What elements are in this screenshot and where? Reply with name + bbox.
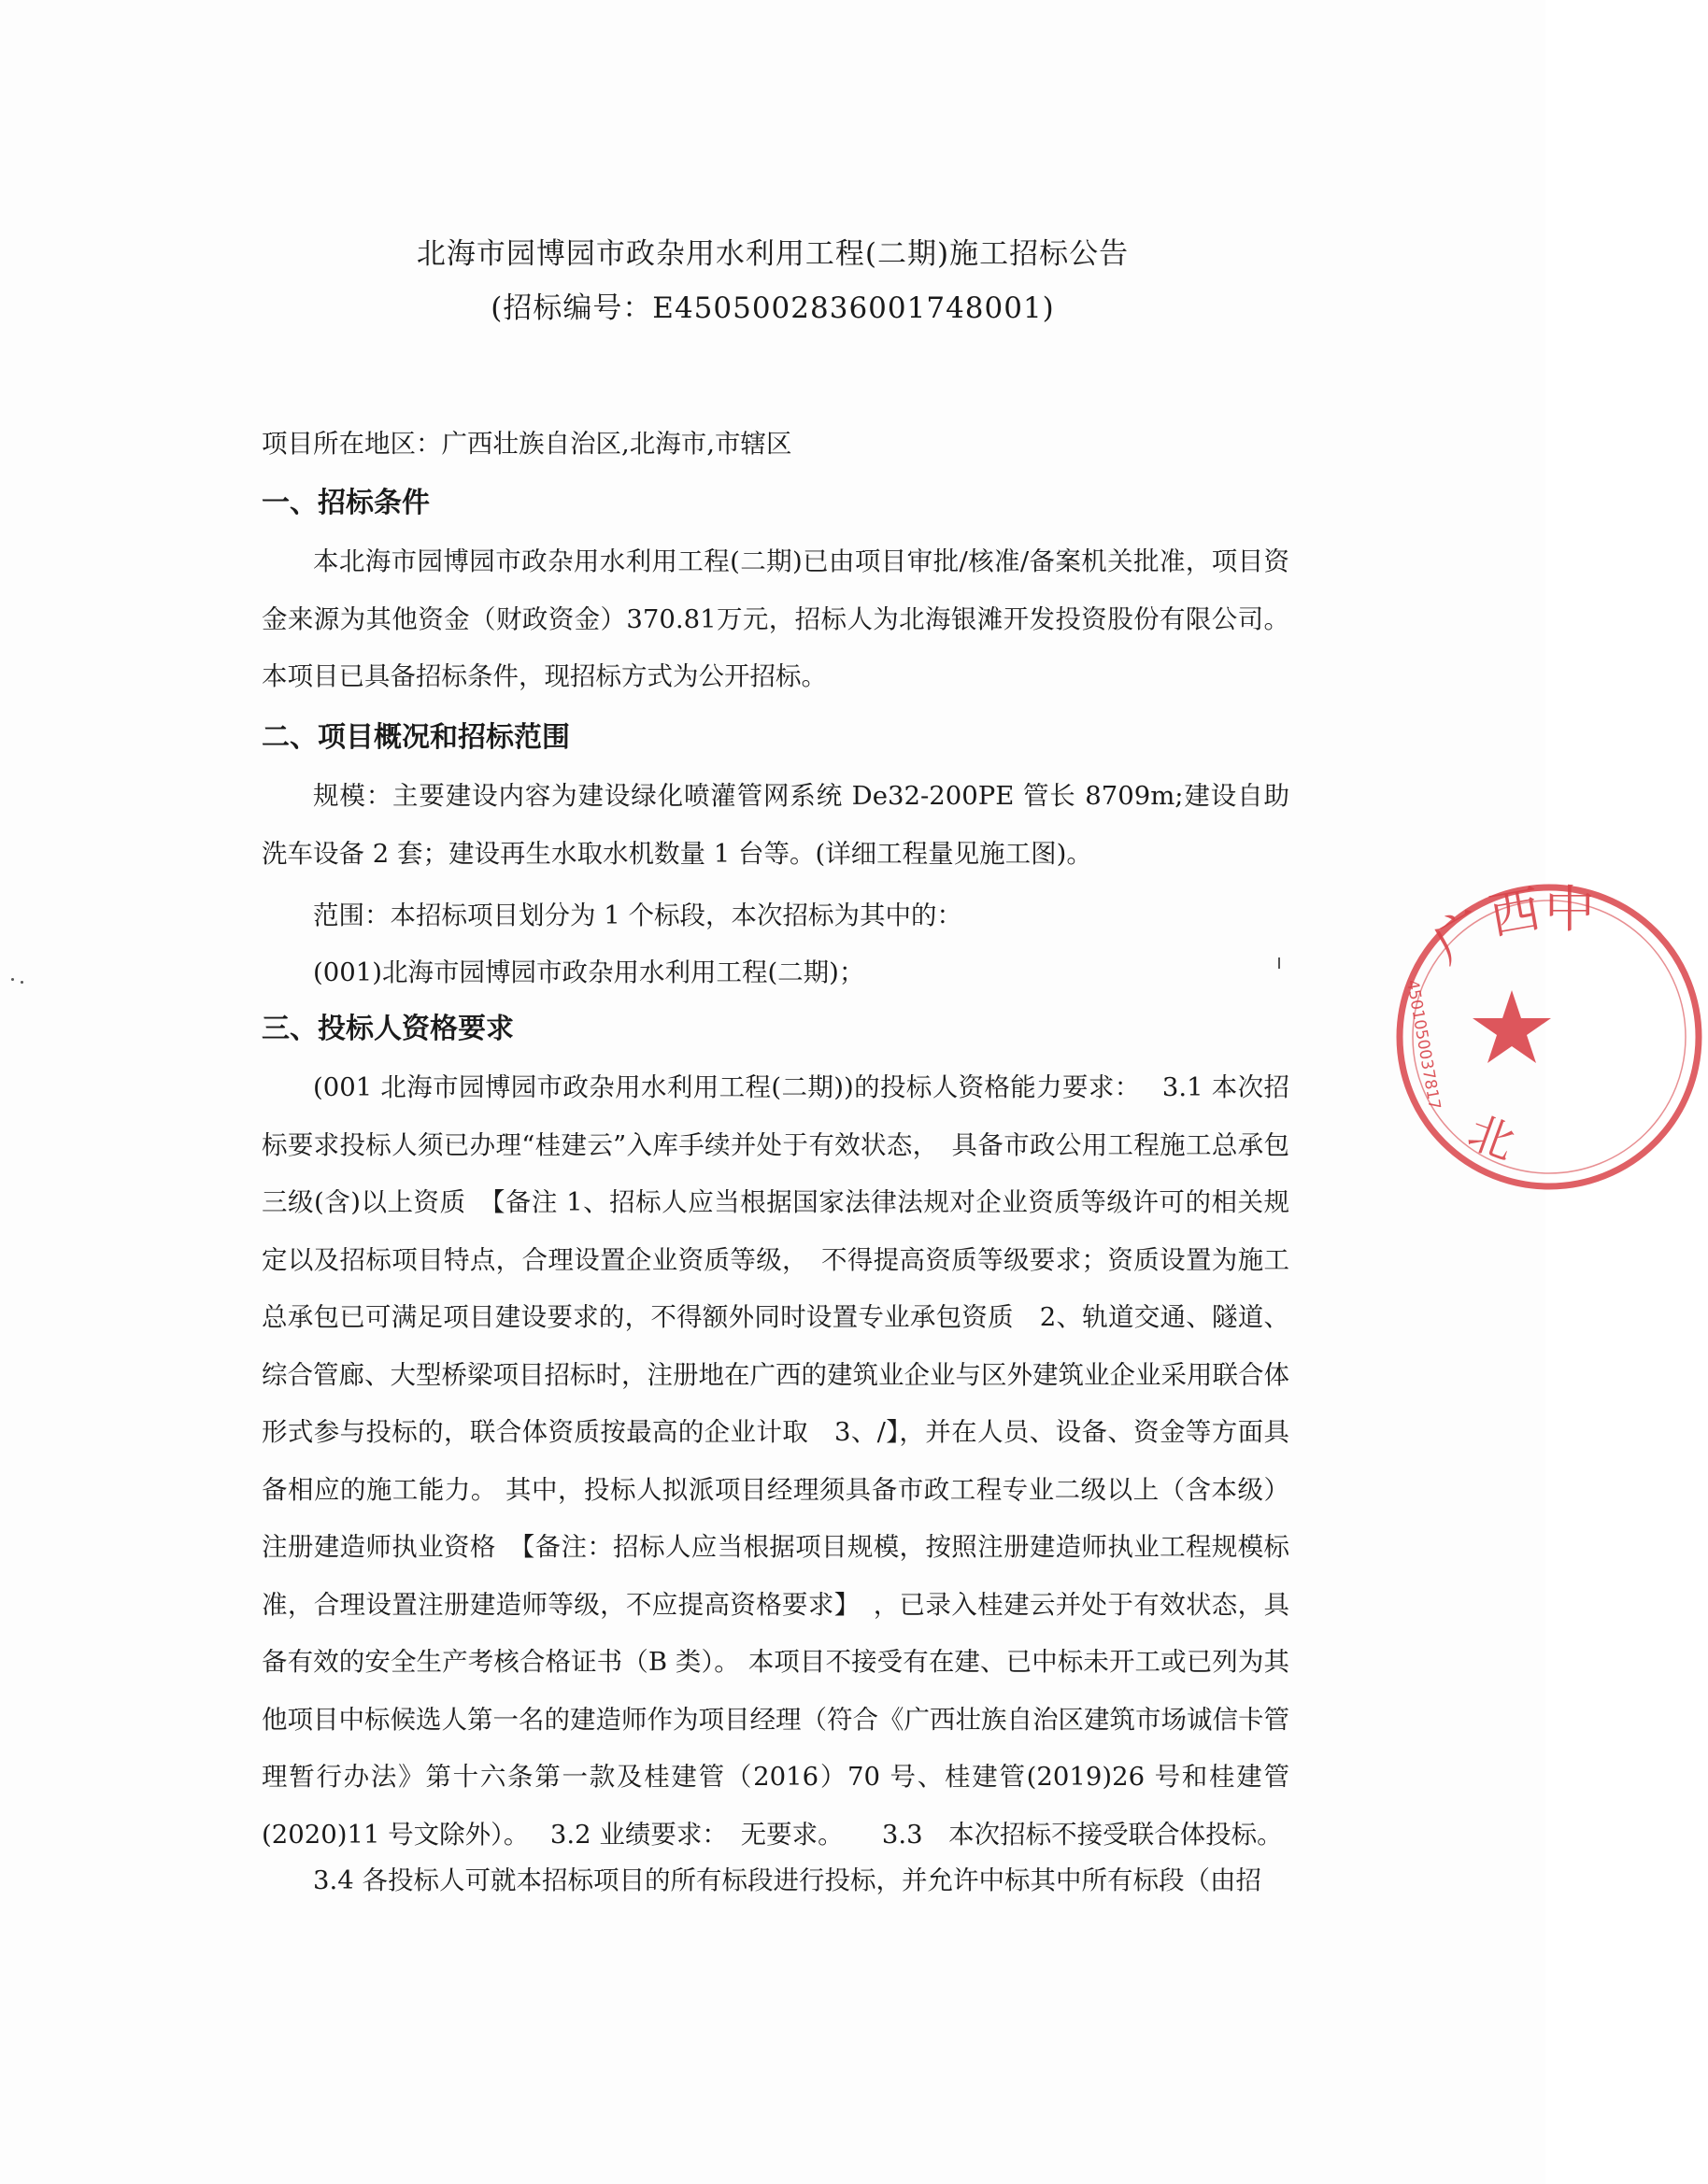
section-1-paragraph: 本北海市园博园市政杂用水利用工程(二期)已由项目审批/核准/备案机关批准，项目资金来源为其他资金（财政资金）370.81万元，招标人为北海银滩开发投资股份有限公司。本项目已具备招标条件，现招标方式为公开招标。 [262,546,1289,691]
scan-speck [21,981,23,984]
project-region: 项目所在地区：广西壮族自治区,北海市,市辖区 [262,429,792,459]
official-seal-stamp [1390,878,1708,1196]
svg-text:西: 西 [1485,879,1545,946]
section-2-range: 范围：本招标项目划分为 1 个标段，本次招标为其中的： [313,901,962,930]
section-2-scale: 规模：主要建设内容为建设绿化喷灌管网系统 De32-200PE 管长 8709m;建设自助洗车设备 2 套；建设再生水取水机数量 1 台等。(详细工程量见施工图)。 [262,781,1289,869]
section-3-paragraph: (001 北海市园博园市政杂用水利用工程(二期))的投标人资格能力要求： 3.1 本次招标要求投标人须已办理“桂建云”入库手续并处于有效状态， 具备市政公用工程施工总承包三级(含)以上资质 【备注 1、招标人应当根据国家法律法规对企业资质等级许可的相关规定以及招标项目特点，合理设置企业资质等级， 不得提高资质等级要求；资质设置为施工总承包已可满足项目建设要求的，不得额外同时设置专业承包资质 2、轨道交通、隧道、综合管廊、大型桥梁项目招标时，注册地在广西的建筑业企业与区外建筑业企业采用联合体形式参与投标的，联合体资质按最高的企业计取 3、/】，并在人员、设备、资金等方面具备相应的施工能力。 其中，投标人拟派项目经理须具备市政工程专业二级以上（含本级）注册建造师执业资格 【备注：招标人应当根据项目规模，按照注册建造师执业工程规模标准，合理设置注册建造师等级，不应提高资格要求】 ，已录入桂建云并处于有效状态，具备有效的安全生产考核合格证书（B 类）。 本项目不接受有在建、已中标未开工或已列为其他项目中标候选人第一名的建造师作为项目经理（符合《广西壮族自治区建筑市场诚信卡管理暂行办法》第十六条第一款及桂建管（2016）70 号、桂建管(2019)26 号和桂建管(2020)11 号文除外）。 3.2 业绩要求： 无要求。 3.3 本次招标不接受联合体投标。 [262,1072,1289,1850]
svg-text:中: 中 [1544,880,1595,939]
svg-text:北: 北 [1460,1105,1522,1170]
svg-text:广: 广 [1423,898,1497,975]
section-2-lot: (001)北海市园博园市政杂用水利用工程(二期)； [313,957,865,987]
scan-speck [11,978,14,981]
section-3-paragraph-2: 3.4 各投标人可就本招标项目的所有标段进行投标，并允许中标其中所有标段（由招 [313,1865,1261,1895]
scan-speck [1278,957,1280,969]
tender-code: (招标编号：E4505002836001748001) [491,291,1055,325]
section-heading-1: 一、招标条件 [262,487,430,519]
section-heading-3: 三、投标人资格要求 [262,1013,514,1045]
section-heading-2: 二、项目概况和招标范围 [262,721,570,754]
document-title: 北海市园博园市政杂用水利用工程(二期)施工招标公告 [416,237,1130,271]
svg-text:4501050037817: 4501050037817 [1402,978,1445,1112]
